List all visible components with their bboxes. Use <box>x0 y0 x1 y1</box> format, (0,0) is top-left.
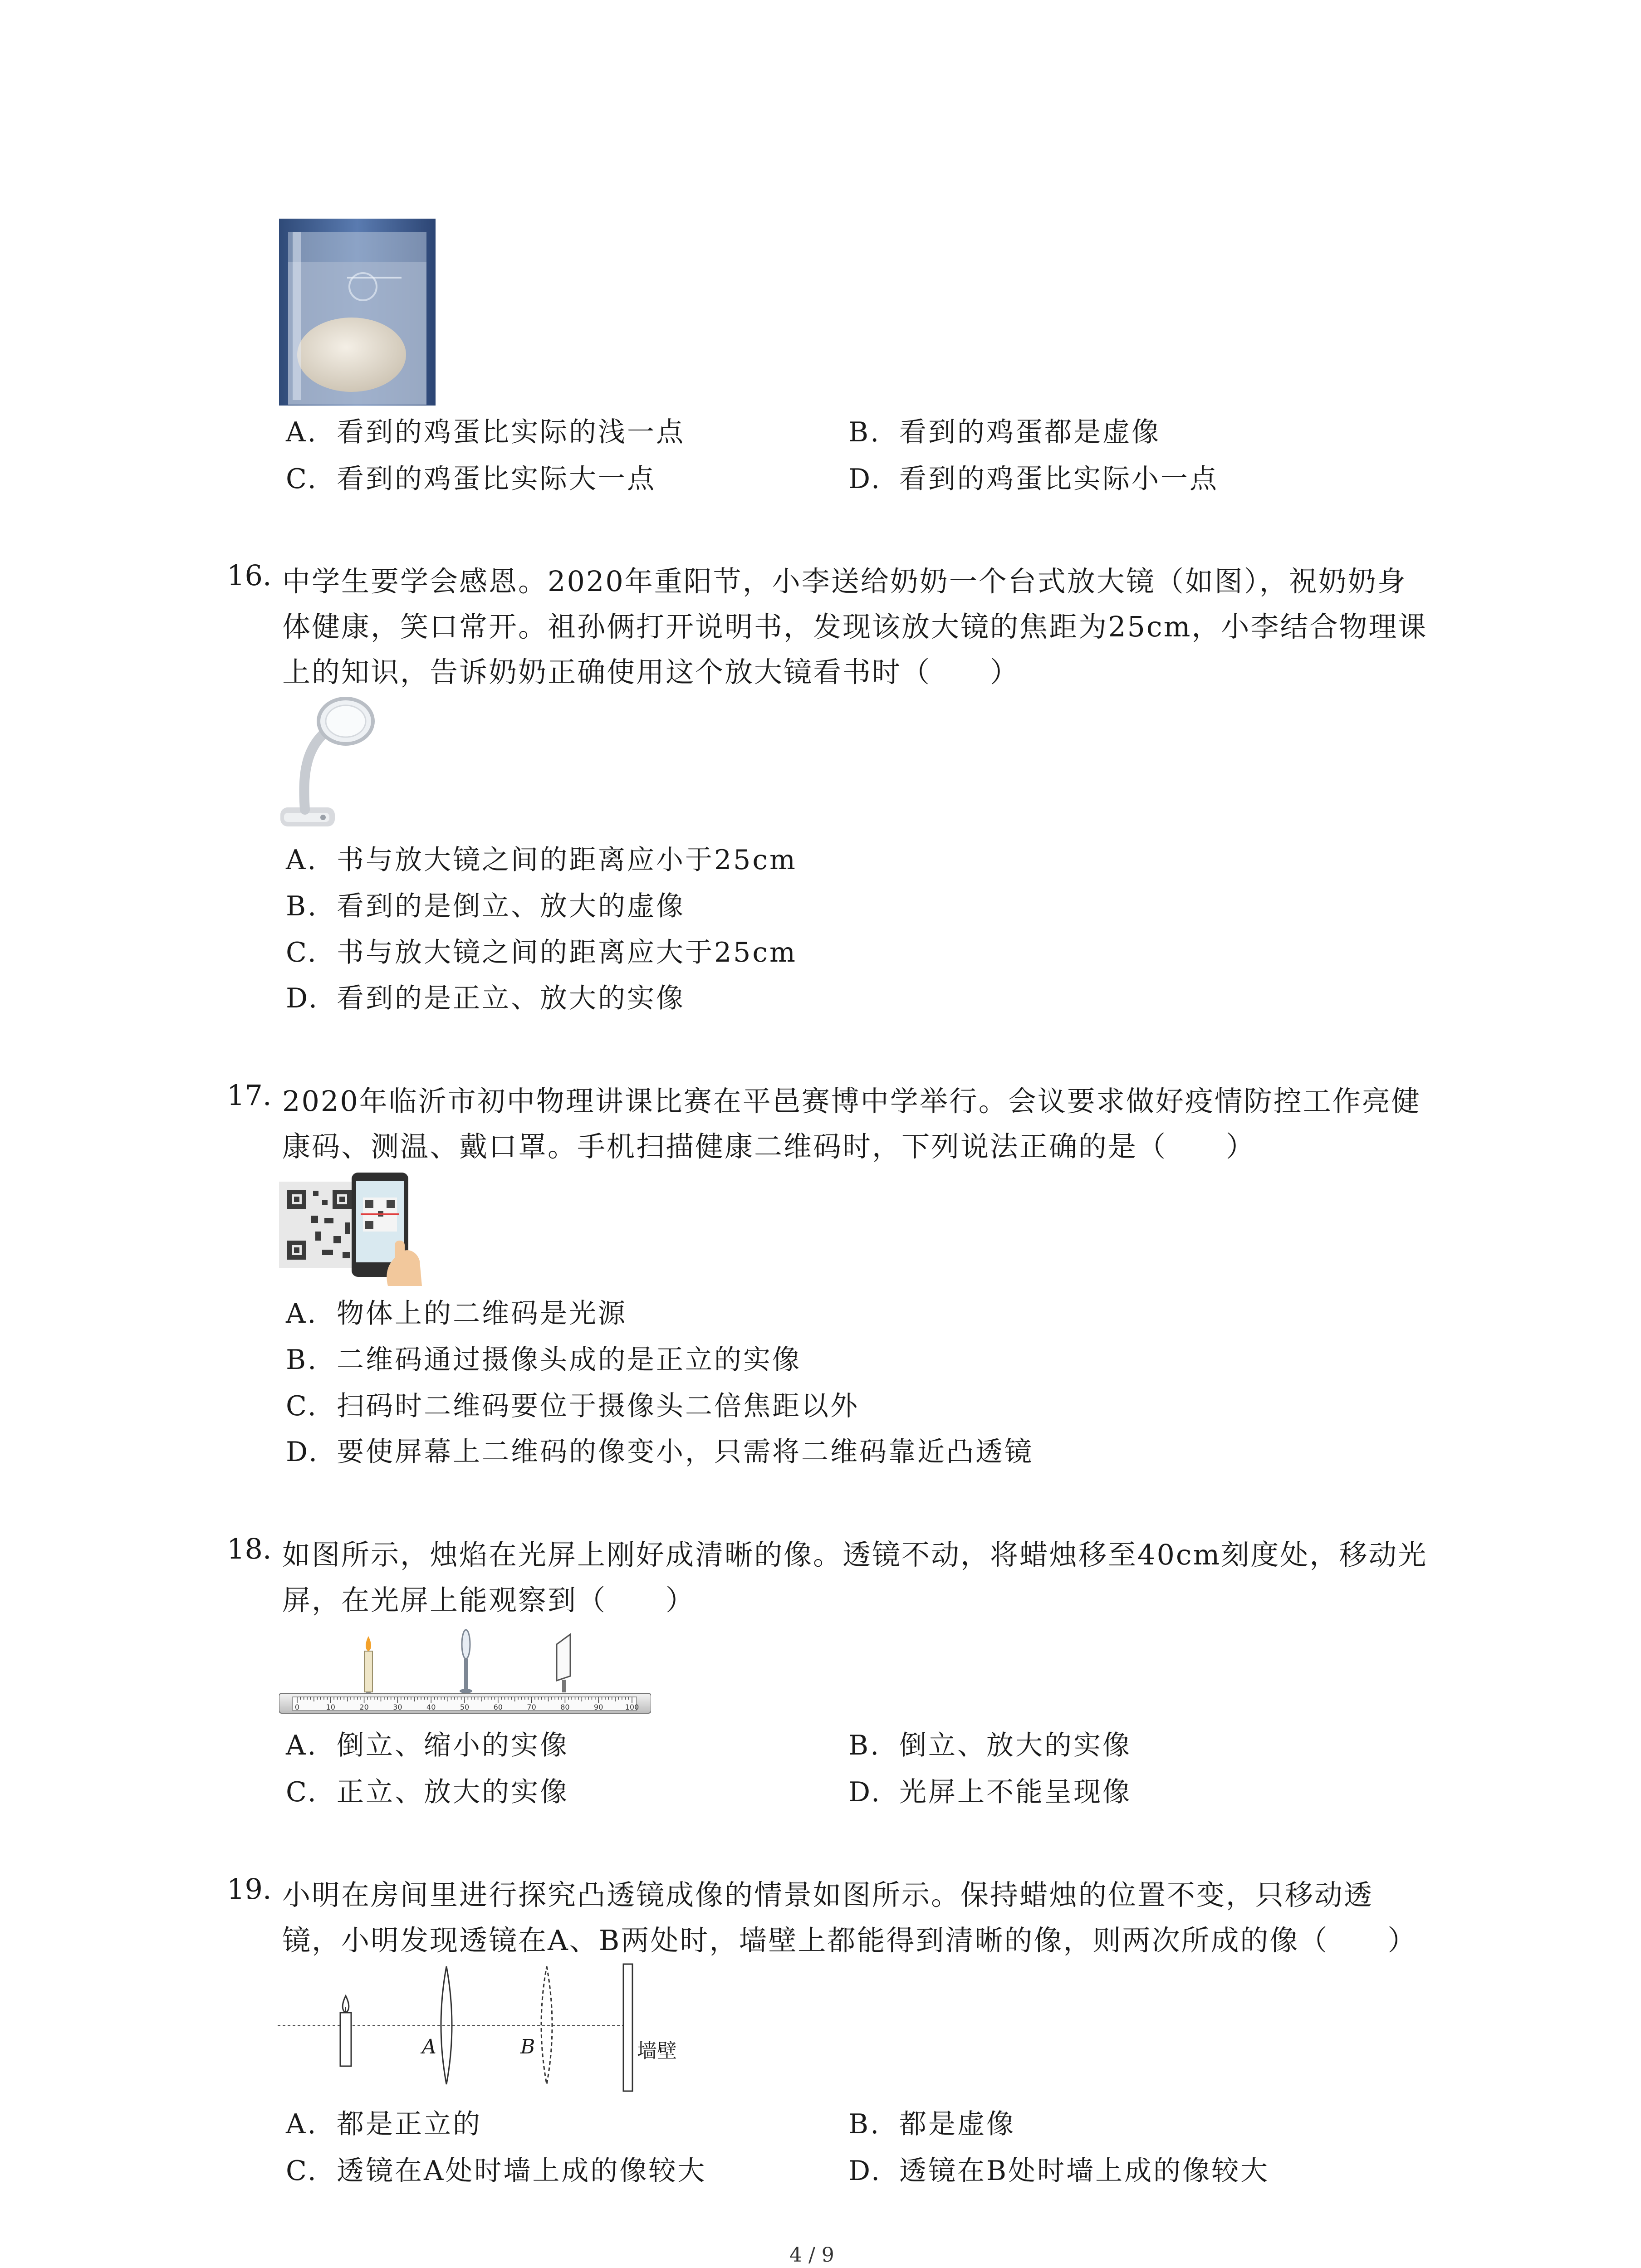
label-a: A <box>422 2035 436 2058</box>
ruler-tick-label: 20 <box>359 1703 369 1711</box>
q15-option-b[interactable]: B. 看到的鸡蛋都是虚像 <box>848 416 1161 448</box>
q19-option-b[interactable]: B. 都是虚像 <box>848 2108 1015 2140</box>
q19-line-2: 镜，小明发现透镜在A、B两处时，墙壁上都能得到清晰的像，则两次所成的像（ ） <box>282 1924 1417 1957</box>
q19-option-d[interactable]: D. 透镜在B处时墙上成的像较大 <box>848 2155 1270 2187</box>
ruler-tick-label: 0 <box>294 1703 300 1711</box>
q17-number: 17. <box>227 1079 272 1112</box>
q16-number: 16. <box>227 559 272 592</box>
q16-option-c[interactable]: C. 书与放大镜之间的距离应大于25cm <box>286 937 797 968</box>
candle-icon <box>364 1636 372 1696</box>
wall-icon <box>623 1964 632 2091</box>
wall-label: 墙壁 <box>637 2039 677 2063</box>
q19-option-a[interactable]: A. 都是正立的 <box>286 2108 482 2140</box>
q19-line-1: 小明在房间里进行探究凸透镜成像的情景如图所示。保持蜡烛的位置不变，只移动透 <box>282 1878 1374 1911</box>
q16-line-2: 体健康，笑口常开。祖孙俩打开说明书，发现该放大镜的焦距为25cm，小李结合物理课 <box>282 610 1428 643</box>
q18-option-c[interactable]: C. 正立、放大的实像 <box>286 1776 569 1808</box>
optical-bench-image <box>279 1626 651 1719</box>
magnifier-lamp-image <box>278 694 377 830</box>
lens-icon <box>460 1630 472 1693</box>
q18-option-b[interactable]: B. 倒立、放大的实像 <box>848 1730 1132 1761</box>
q16-line-3: 上的知识，告诉奶奶正确使用这个放大镜看书时（ ） <box>282 655 1020 689</box>
ruler-tick-label: 60 <box>493 1703 503 1711</box>
q15-option-a[interactable]: A. 看到的鸡蛋比实际的浅一点 <box>286 416 685 448</box>
q17-option-b[interactable]: B. 二维码通过摄像头成的是正立的实像 <box>286 1344 801 1376</box>
q18-number: 18. <box>227 1532 272 1565</box>
page-number: 4 / 9 <box>789 2244 834 2267</box>
q17-option-d[interactable]: D. 要使屏幕上二维码的像变小，只需将二维码靠近凸透镜 <box>286 1436 1034 1468</box>
egg-beaker-photo <box>279 219 436 406</box>
q19-option-c[interactable]: C. 透镜在A处时墙上成的像较大 <box>286 2155 707 2187</box>
q16-option-b[interactable]: B. 看到的是倒立、放大的虚像 <box>286 890 685 922</box>
lens-wall-diagram <box>278 1962 686 2098</box>
candle-icon <box>340 1996 351 2066</box>
ruler-tick-label: 70 <box>527 1703 536 1711</box>
q16-option-a[interactable]: A. 书与放大镜之间的距离应小于25cm <box>286 844 797 876</box>
q17-option-c[interactable]: C. 扫码时二维码要位于摄像头二倍焦距以外 <box>286 1390 859 1422</box>
q18-option-d[interactable]: D. 光屏上不能呈现像 <box>848 1776 1132 1808</box>
q15-option-d[interactable]: D. 看到的鸡蛋比实际小一点 <box>848 463 1219 495</box>
q18-line-1: 如图所示，烛焰在光屏上刚好成清晰的像。透镜不动，将蜡烛移至40cm刻度处，移动光 <box>282 1538 1428 1571</box>
ruler-tick-label: 100 <box>625 1703 639 1711</box>
qr-phone-scan-image <box>279 1173 429 1286</box>
ruler-tick-label: 50 <box>460 1703 470 1711</box>
q16-line-1: 中学生要学会感恩。2020年重阳节，小李送给奶奶一个台式放大镜（如图），祝奶奶身 <box>282 565 1407 598</box>
q16-option-d[interactable]: D. 看到的是正立、放大的实像 <box>286 982 685 1014</box>
q17-option-a[interactable]: A. 物体上的二维码是光源 <box>286 1298 627 1330</box>
ruler-tick-label: 40 <box>426 1703 436 1711</box>
q19-number: 19. <box>227 1872 272 1906</box>
q17-line-2: 康码、测温、戴口罩。手机扫描健康二维码时，下列说法正确的是（ ） <box>282 1130 1256 1163</box>
q18-line-2: 屏，在光屏上能观察到（ ） <box>282 1584 696 1617</box>
ruler-tick-label: 30 <box>393 1703 402 1711</box>
light-screen-icon <box>557 1634 570 1692</box>
label-b: B <box>520 2035 535 2058</box>
q17-line-1: 2020年临沂市初中物理讲课比赛在平邑赛博中学举行。会议要求做好疫情防控工作亮健 <box>282 1085 1421 1118</box>
ruler-tick-label: 80 <box>560 1703 570 1711</box>
q15-option-c[interactable]: C. 看到的鸡蛋比实际大一点 <box>286 463 656 495</box>
q18-option-a[interactable]: A. 倒立、缩小的实像 <box>286 1730 569 1761</box>
ruler-tick-label: 10 <box>326 1703 335 1711</box>
ruler-tick-label: 90 <box>594 1703 603 1711</box>
